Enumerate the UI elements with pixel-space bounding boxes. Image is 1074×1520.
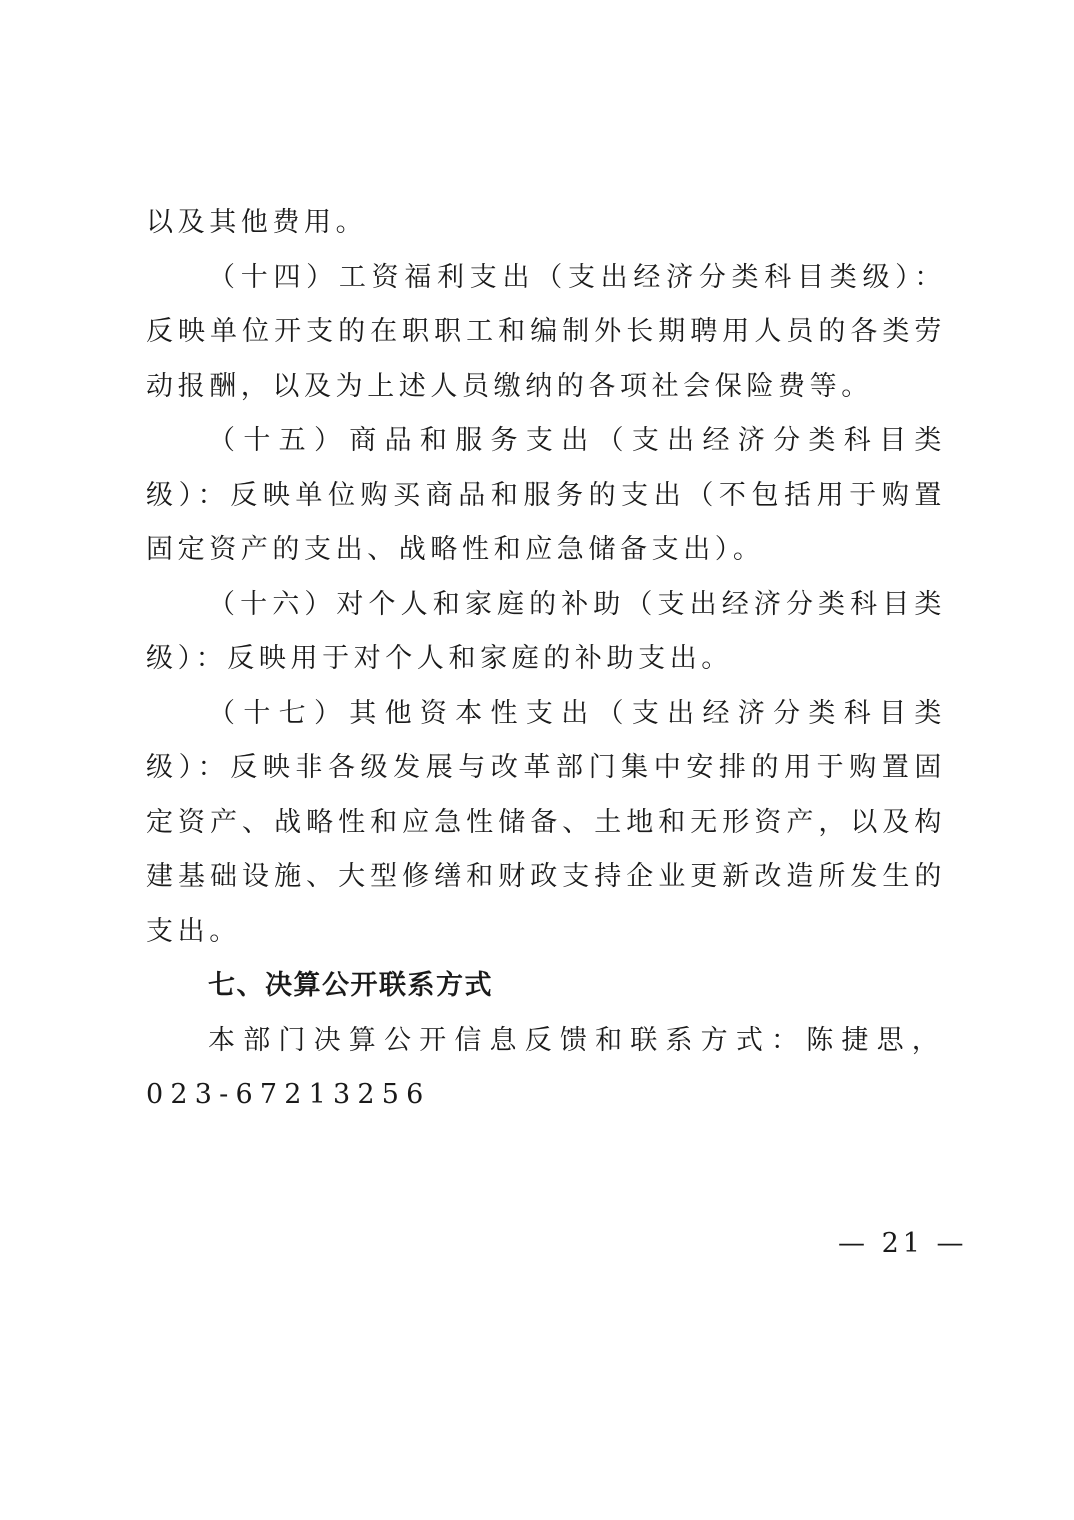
paragraph-goods-services-expenditure: （十五）商品和服务支出（支出经济分类科目类级）：反映单位购买商品和服务的支出（不包括用于购置固定资产的支出、战略性和应急储备支出）。 [146, 425, 946, 565]
paragraph-wage-welfare-expenditure: （十四）工资福利支出（支出经济分类科目类级）：反映单位开支的在职职工和编制外长期聘用人员的各类劳动报酬，以及为上述人员缴纳的各项社会保险费等。 [146, 261, 946, 402]
document-body [146, 196, 946, 1123]
paragraph-contact-info: 本部门决算公开信息反馈和联系方式：陈捷思，023-67213256 [146, 1024, 946, 1110]
section-heading-contact: 七、决算公开联系方式 [208, 970, 493, 1001]
paragraph-household-subsidy: （十六）对个人和家庭的补助（支出经济分类科目类级）：反映用于对个人和家庭的补助支出。 [146, 588, 946, 674]
paragraph-other-fees: 以及其他费用。 [146, 207, 368, 238]
page-number: — 21 — [838, 1228, 968, 1259]
paragraph-other-capital-expenditure: （十七）其他资本性支出（支出经济分类科目类级）：反映非各级发展与改革部门集中安排的用于购置固定资产、战略性和应急性储备、土地和无形资产，以及构建基础设施、大型修缮和财政支持企业更新改造所发生的支出。 [146, 697, 946, 947]
